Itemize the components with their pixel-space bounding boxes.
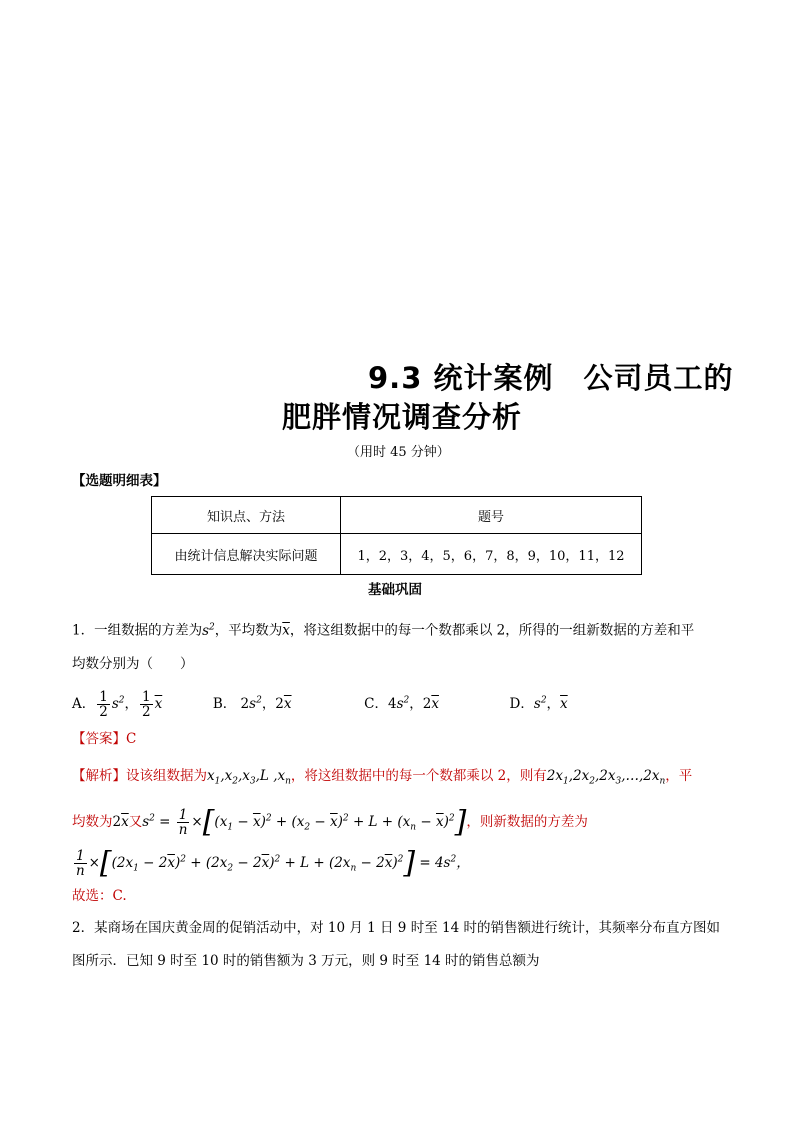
subheading: 基础巩固 — [368, 582, 422, 598]
math-variance-formula: $s^2$ = $\frac{1}{n}$ $\times[(x_1 - \overline{x})^2 + (x_2 - \overline{x})^2 + L + (x_n - \overline{x})^2]$ — [142, 804, 467, 840]
title-line-1: 9.3 统计案例 公司员工的 — [368, 361, 734, 395]
question-detail-table — [151, 496, 642, 575]
q1-text: ，平均数为 — [214, 622, 283, 639]
option-d: D．$s^2$，$\overline{x}$ — [509, 695, 568, 712]
q1-options — [72, 690, 568, 719]
section-label: 【选题明细表】 — [72, 473, 167, 489]
math-xbar: $\overline{x}$ — [282, 622, 290, 639]
math-s2: $s^2$ — [202, 622, 215, 639]
option-a: A． $\frac{1}{2}$ $s^2$， $\frac{1}{2}$ $\overline{x}$ — [72, 689, 163, 720]
option-a-label: A． — [72, 696, 96, 712]
table-header-cell: 题号 — [341, 497, 642, 534]
table-header-row — [152, 497, 642, 534]
q1-text: 1．一组数据的方差为 — [72, 622, 203, 639]
analysis-text: 设该组数据为 — [126, 768, 207, 784]
analysis-text: ，平 — [665, 768, 693, 784]
analysis-text: ，则新数据的方差为 — [466, 814, 588, 830]
title-line-2: 肥胖情况调查分析 — [282, 400, 523, 434]
q1-stem-line-1 — [72, 617, 694, 641]
q1-analysis-line-2: 均数为$2\overline{x}$又$s^2$ = $\frac{1}{n}$ $\times[(x_1 - \overline{x})^2 + (x_2 - \overline{x})^2 + L + (x_n - \overline{x})^2]$，则新数据的方差为 — [72, 804, 588, 840]
option-d-label: D． — [509, 696, 534, 712]
math-half: $\frac{1}{2}$ — [142, 689, 151, 720]
table-cell: 由统计信息解决实际问题 — [152, 534, 341, 575]
math-data-set: $x_1,x_2,x_3,L$ $,x_n$ — [207, 768, 291, 787]
q1-stem-line-2: 均数分别为（ ） — [72, 656, 194, 672]
q1-analysis-line-1 — [72, 766, 692, 792]
option-b-label: B． — [212, 696, 237, 712]
q2-stem-line-1: 2．某商场在国庆黄金周的促销活动中，对 10 月 1 日 9 时至 14 时的销售额进行统计，其频率分布直方图如 — [72, 920, 720, 936]
q1-answer: 【答案】C — [72, 731, 137, 747]
math-half: $\frac{1}{2}$ — [99, 689, 108, 720]
table-cell: 1，2，3，4，5，6，7，8，9，10，11，12 — [341, 534, 642, 575]
analysis-text: 均数为 — [72, 814, 113, 830]
q1-conclusion: 故选：C. — [72, 888, 127, 904]
analysis-label: 【解析】 — [72, 768, 126, 784]
q2-stem-line-2: 图所示．已知 9 时至 10 时的销售额为 3 万元，则 9 时至 14 时的销售总额为 — [72, 953, 540, 969]
analysis-text: 又 — [128, 814, 143, 830]
q1-text: ，将这组数据中的每一个数都乘以 2，所得的一组新数据的方差和平 — [289, 622, 695, 639]
time-note: （用时 45 分钟） — [347, 445, 450, 460]
analysis-text: ，将这组数据中的每一个数都乘以 2，则有 — [290, 768, 547, 784]
math-new-variance: $\frac{1}{n}$ $\times[(2x_1 - 2\overline{x})^2 + (2x_2 - 2\overline{x})^2 + L + (2x_n - 2\overline{x})^2] = 4s^2$， — [75, 845, 470, 881]
table-row — [152, 534, 642, 575]
option-b: B． $2s^2$，$2\overline{x}$ — [212, 695, 292, 712]
option-c: C．$4s^2$，$2\overline{x}$ — [364, 695, 439, 712]
table-header-cell: 知识点、方法 — [152, 497, 341, 534]
math-new-data: $2x_1,2x_2,2x_3,\dots,2x_n$ — [546, 768, 666, 787]
option-c-label: C． — [364, 696, 388, 712]
